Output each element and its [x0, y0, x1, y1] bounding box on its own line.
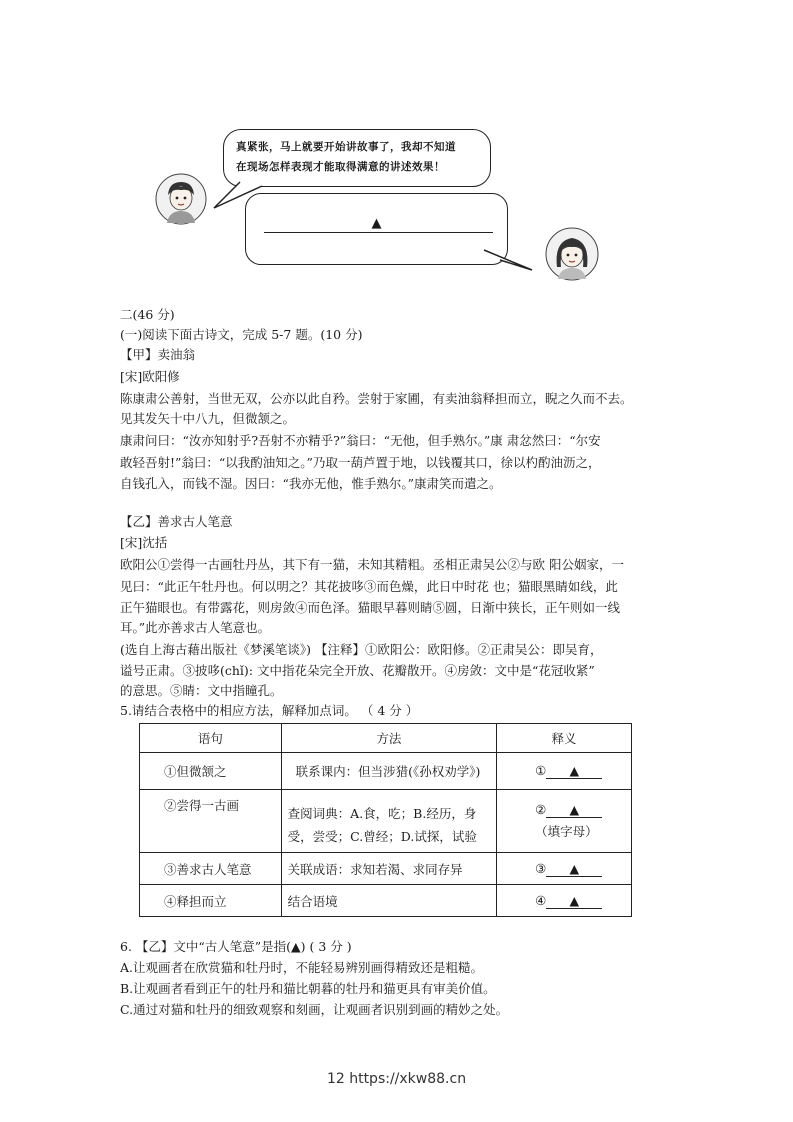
bubble-text-line-1: 真紧张，马上就要开始讲故事了，我却不知道 — [236, 141, 456, 153]
section-header: 二(46 分) — [120, 307, 175, 322]
passage-yi-note: 谥号正肃。③披哆(chǐ): 文中指花朵完全开放、花瓣散开。④房敛：文中是“花冠收紧” — [120, 663, 595, 678]
speech-bubble-girl — [245, 193, 508, 265]
row-answer — [497, 753, 632, 790]
answer-blank[interactable]: ▲ — [546, 803, 602, 818]
passage-yi-title: 【乙】善求古人笔意 — [120, 514, 233, 529]
passage-yi-line: 耳。”此亦善求古人笔意也。 — [120, 620, 271, 635]
row-method: 联系课内：但当涉猎(《孙权劝学》) — [281, 753, 496, 790]
row-method: 结合语境 — [281, 885, 496, 917]
answer-line — [264, 232, 493, 233]
answer-marker: ▲ — [371, 216, 382, 231]
q6-option-b[interactable]: B.让观画者看到正午的牡丹和猫比朝暮的牡丹和猫更具有审美价值。 — [120, 981, 496, 996]
passage-jia-line: 自钱孔入，而钱不湿。因曰：“我亦无他，惟手熟尔。”康肃笑而遣之。 — [120, 476, 502, 491]
passage-jia-line: 陈康肃公善射，当世无双，公亦以此自矜。尝射于家圃，有卖油翁释担而立，睨之久而不去。 — [120, 391, 633, 406]
row-sentence: ①但微颔之 — [140, 753, 282, 790]
q5-prompt: 5.请结合表格中的相应方法，解释加点词。 （ 4 分 ） — [120, 703, 419, 718]
section-intro: (一)阅读下面古诗文，完成 5-7 题。(10 分) — [120, 327, 363, 342]
passage-jia-line: 康肃问曰：“汝亦知射乎?吾射不亦精乎?”翁曰：“无他，但手熟尔。”康 肃忿然曰：“尔安 — [120, 433, 601, 448]
passage-yi-author: [宋]沈括 — [120, 535, 168, 550]
row-sentence: ④释担而立 — [140, 885, 282, 917]
method-line: 查阅词典：A.食，吃；B.经历，身 — [287, 806, 477, 821]
table-row — [140, 885, 632, 917]
answer-number: ③ — [535, 860, 547, 876]
method-line: 受，尝受；C.曾经；D.试探，试验 — [287, 829, 477, 844]
girl-avatar — [545, 227, 599, 281]
q6-option-c[interactable]: C.通过对猫和牡丹的细致观察和刻画，让观画者识别到画的精妙之处。 — [120, 1002, 509, 1017]
table-header-row — [140, 724, 632, 753]
answer-number: ① — [535, 763, 547, 778]
header-sentence: 语句 — [140, 724, 282, 753]
passage-jia-title: 【甲】卖油翁 — [120, 347, 196, 362]
row-answer — [497, 853, 632, 885]
page-footer: 12 https://xkw88.cn — [326, 1071, 467, 1087]
header-method: 方法 — [281, 724, 496, 753]
bubble-text-line-2: 在现场怎样表现才能取得满意的讲述效果！ — [236, 161, 445, 173]
passage-jia-author: [宋]欧阳修 — [120, 369, 180, 384]
passage-jia-line: 见其发矢十中八九，但微颔之。 — [120, 411, 296, 426]
passage-yi-line: 正午猫眼也。有带露花，则房敛④而色泽。猫眼早暮则睛⑤圆，日渐中狭长，正午则如一线 — [120, 600, 621, 615]
answer-number: ② — [535, 802, 547, 817]
row-sentence: ③善求古人笔意 — [140, 853, 282, 885]
answer-blank[interactable]: ▲ — [546, 862, 602, 877]
header-meaning: 释义 — [497, 724, 632, 753]
table-row — [140, 753, 632, 790]
passage-yi-note: 的意思。⑤睛：文中指瞳孔。 — [120, 683, 283, 698]
answer-blank[interactable]: ▲ — [546, 764, 602, 779]
q5-table — [139, 723, 632, 917]
answer-hint: （填字母） — [535, 824, 598, 839]
passage-jia-line: 敢轻吾射!”翁曰：“以我酌油知之。”乃取一葫芦置于地，以钱覆其口，徐以杓酌油沥之， — [120, 455, 601, 470]
row-method — [281, 790, 496, 853]
row-method: 关联成语：求知若渴、求同存异 — [281, 853, 496, 885]
boy-avatar — [155, 173, 207, 225]
passage-yi-note: (选自上海古藉出版社《梦溪笔谈》) 【注释】①欧阳公：欧阳修。②正肃吴公：即吴育， — [120, 642, 603, 657]
table-row — [140, 853, 632, 885]
q6-option-a[interactable]: A.让观画者在欣赏猫和牡丹时，不能轻易辨别画得精致还是粗糙。 — [120, 960, 484, 975]
answer-number: ④ — [535, 892, 547, 908]
q6-prompt: 6. 【乙】文中“古人笔意”是指(▲) ( 3 分 ) — [120, 939, 352, 954]
passage-yi-line: 见曰：“此正午牡丹也。何以明之？其花披哆③而色燥，此日中时花 也；猫眼黑睛如线，此 — [120, 579, 618, 594]
row-sentence: ②尝得一古画 — [140, 790, 282, 853]
table-row — [140, 790, 632, 853]
answer-blank[interactable]: ▲ — [546, 894, 602, 909]
bubble-tail-girl — [480, 242, 540, 282]
row-answer — [497, 885, 632, 917]
passage-yi-line: 欧阳公①尝得一古画牡丹丛，其下有一猫，未知其精粗。丞相正肃吴公②与欧 阳公姻家，一 — [120, 557, 624, 572]
row-answer — [497, 790, 632, 853]
